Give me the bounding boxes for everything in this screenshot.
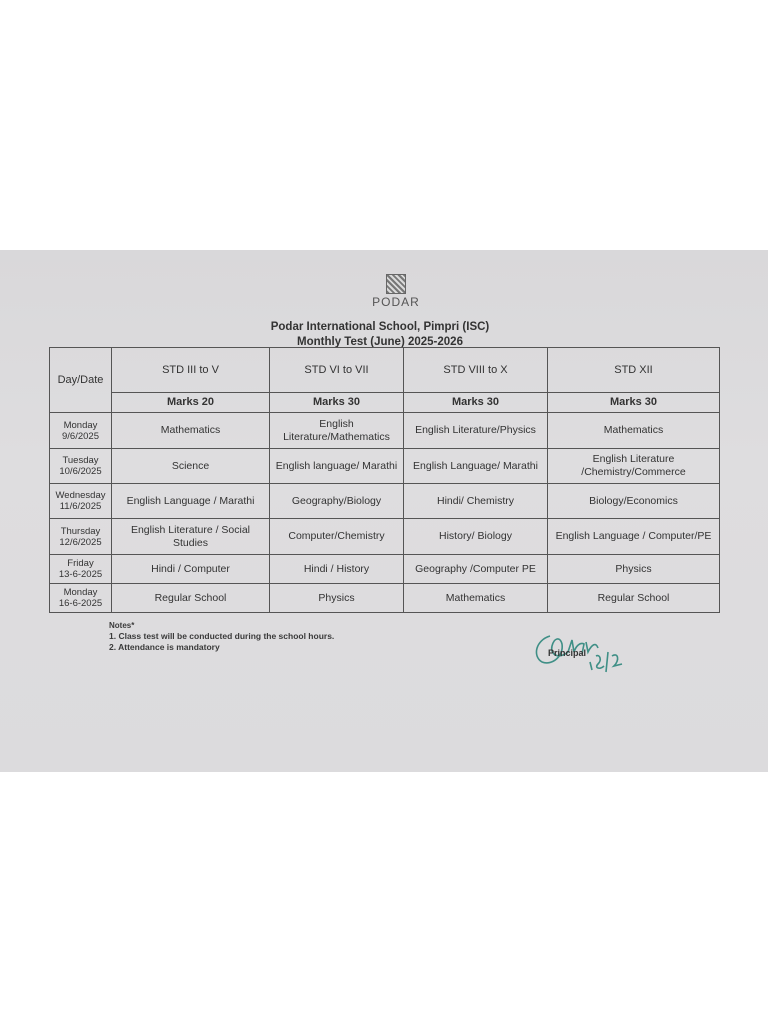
- subject-cell: Geography /Computer PE: [404, 555, 548, 584]
- column-header-std-viii-x: STD VIII to X: [404, 348, 548, 393]
- subject-cell: Mathematics: [548, 413, 720, 449]
- date-label: 11/6/2025: [59, 501, 102, 512]
- date-label: 13-6-2025: [58, 569, 103, 580]
- marks-cell: Marks 30: [404, 393, 548, 413]
- subject-cell: Geography/Biology: [270, 484, 404, 519]
- subject-cell: Computer/Chemistry: [270, 519, 404, 555]
- subject-cell: Science: [112, 449, 270, 484]
- principal-label: Principal: [548, 648, 587, 658]
- subject-cell: English Language / Computer/PE: [548, 519, 720, 555]
- marks-cell: Marks 20: [112, 393, 270, 413]
- day-date-cell: [50, 555, 112, 584]
- notes-heading: Notes*: [109, 621, 135, 630]
- subject-cell: History/ Biology: [404, 519, 548, 555]
- date-label: 9/6/2025: [62, 430, 99, 442]
- day-label: Thursday: [60, 525, 101, 537]
- day-label: Monday: [63, 419, 98, 431]
- subject-cell: Hindi/ Chemistry: [404, 484, 548, 519]
- subject-cell: Hindi / Computer: [112, 555, 270, 584]
- date-label: 16-6-2025: [58, 598, 103, 609]
- school-name: Podar International School, Pimpri (ISC): [270, 321, 490, 333]
- table-row: [50, 555, 720, 584]
- day-label: Monday: [63, 587, 98, 598]
- table-row: [50, 484, 720, 519]
- table-row: [50, 519, 720, 555]
- subject-cell: Biology/Economics: [548, 484, 720, 519]
- day-date-cell: [50, 449, 112, 484]
- subject-cell: English Literature / Social Studies: [112, 519, 270, 555]
- subject-cell: English language/ Marathi: [270, 449, 404, 484]
- subject-cell: Physics: [548, 555, 720, 584]
- day-date-cell: [50, 413, 112, 449]
- table-row: [50, 449, 720, 484]
- timetable: [49, 347, 720, 613]
- subject-cell: English Language / Marathi: [112, 484, 270, 519]
- date-label: 10/6/2025: [59, 466, 102, 477]
- day-label: Friday: [67, 558, 94, 569]
- marks-row: [50, 393, 720, 413]
- table-row: [50, 413, 720, 449]
- subject-cell: English Literature /Chemistry/Commerce: [548, 449, 720, 484]
- column-header-std-iii-v: STD III to V: [112, 348, 270, 393]
- subject-cell: Hindi / History: [270, 555, 404, 584]
- subject-cell: Physics: [270, 584, 404, 613]
- logo-brand: PODAR: [372, 295, 420, 309]
- subject-cell: English Literature/Physics: [404, 413, 548, 449]
- day-label: Tuesday: [62, 455, 99, 466]
- subject-cell: English Language/ Marathi: [404, 449, 548, 484]
- day-date-cell: [50, 584, 112, 613]
- notes-section: [109, 620, 334, 653]
- subject-cell: English Literature/Mathematics: [270, 413, 404, 449]
- marks-cell: Marks 30: [270, 393, 404, 413]
- note-item: 2. Attendance is mandatory: [109, 642, 220, 652]
- marks-cell: Marks 30: [548, 393, 720, 413]
- subject-cell: Regular School: [548, 584, 720, 613]
- date-label: 12/6/2025: [59, 536, 102, 548]
- tree-logo-icon: [386, 274, 406, 294]
- subject-cell: Regular School: [112, 584, 270, 613]
- header-row: [50, 348, 720, 393]
- column-header-std-vi-vii: STD VI to VII: [270, 348, 404, 393]
- test-title: Monthly Test (June) 2025-2026: [297, 336, 463, 348]
- day-date-cell: [50, 519, 112, 555]
- table-row: [50, 584, 720, 613]
- day-label: Wednesday: [55, 490, 106, 501]
- subject-cell: Mathematics: [404, 584, 548, 613]
- column-header-std-xii: STD XII: [548, 348, 720, 393]
- subject-cell: Mathematics: [112, 413, 270, 449]
- note-item: 1. Class test will be conducted during the school hours.: [109, 631, 335, 641]
- column-header-day-date: Day/Date: [50, 348, 112, 413]
- day-date-cell: [50, 484, 112, 519]
- school-logo: [368, 274, 424, 314]
